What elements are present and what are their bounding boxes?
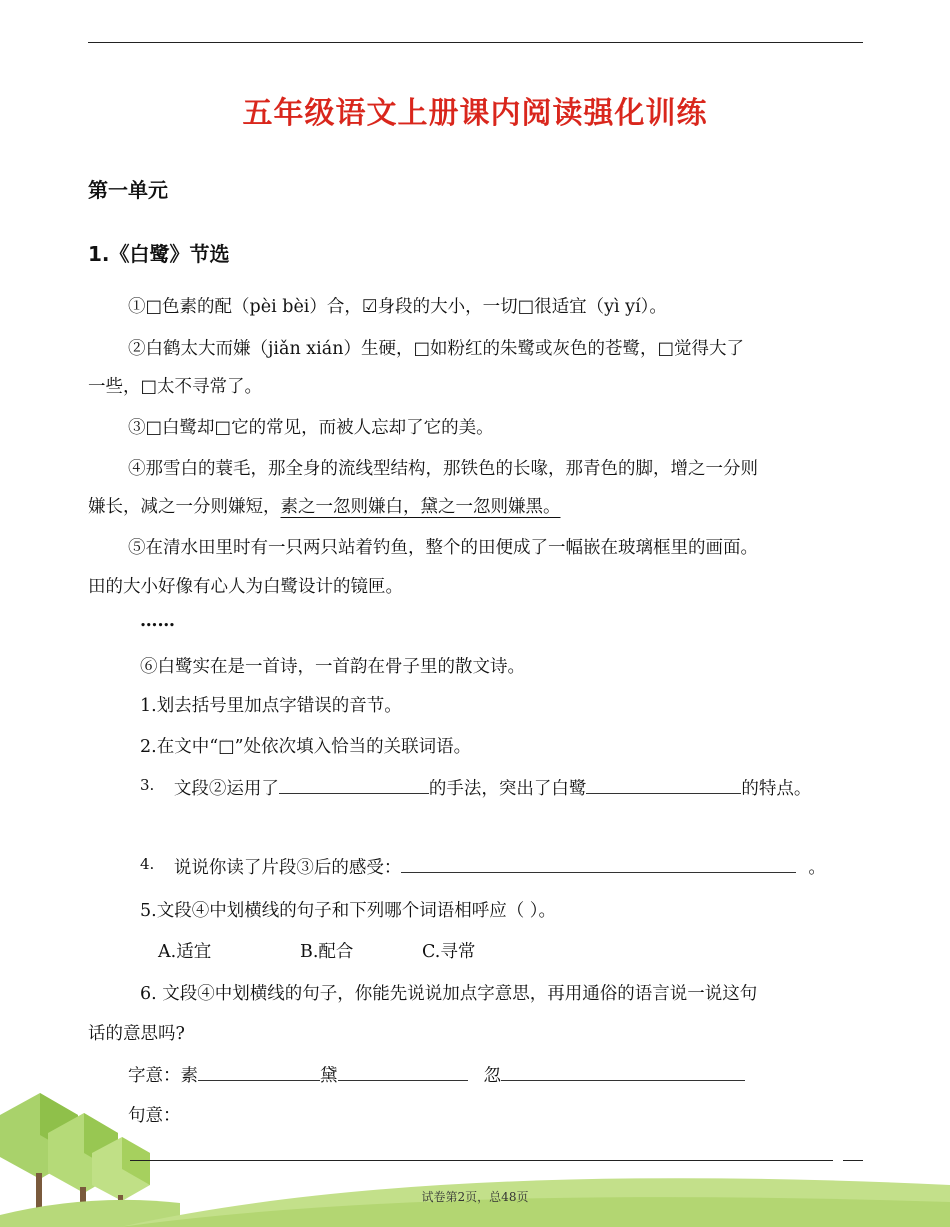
paragraph-3: ③□白鹭却□它的常见，而被人忘却了它的美。 [128, 418, 494, 438]
option-c[interactable]: C.寻常 [422, 942, 476, 962]
question-3-number: 3. [140, 776, 155, 794]
word-meaning-label: 字意：素 [128, 1066, 198, 1086]
page-title: 五年级语文上册课内阅读强化训练 [242, 96, 708, 131]
question-3 [140, 775, 811, 800]
question-3-text-b: 的手法，突出了白鹭 [428, 779, 587, 799]
answer-blank-dai[interactable] [338, 1062, 468, 1081]
word-hu: 忽 [483, 1066, 501, 1086]
question-3-text-c: 的特点。 [741, 779, 812, 799]
question-4-number: 4. [140, 855, 155, 873]
answer-blank-su[interactable] [198, 1062, 320, 1081]
hill-decoration [0, 1140, 950, 1227]
paragraph-4-line-1: ④那雪白的蓑毛，那全身的流线型结构，那铁色的长喙，那青色的脚，增之一分则 [128, 459, 758, 479]
question-5-options [158, 938, 475, 963]
answer-blank-hu[interactable] [501, 1062, 745, 1081]
answer-blank-technique[interactable] [279, 775, 429, 794]
paragraph-2-line-2: 一些，□太不寻常了。 [88, 377, 263, 397]
question-5: 5.文段④中划横线的句子和下列哪个词语相呼应（ ）。 [140, 901, 557, 921]
word-dai: 黛 [320, 1066, 338, 1086]
ellipsis: …… [140, 611, 175, 631]
unit-heading: 第一单元 [88, 178, 168, 202]
question-6-line-1: 6. 文段④中划横线的句子，你能先说说加点字意思，再用通俗的语言说一说这句 [140, 984, 758, 1004]
paragraph-6: ⑥白鹭实在是一首诗，一首韵在骨子里的散文诗。 [140, 657, 525, 677]
word-meaning-row [128, 1062, 745, 1087]
answer-blank-feature[interactable] [586, 775, 741, 794]
question-4-text: 说说你读了片段③后的感受： [173, 858, 402, 878]
section-heading: 1.《白鹭》节选 [88, 242, 230, 266]
paragraph-4-underlined-sentence: 素之一忽则嫌白，黛之一忽则嫌黑。 [280, 497, 561, 517]
sentence-meaning-label: 句意： [128, 1106, 181, 1126]
option-b[interactable]: B.配合 [300, 942, 354, 962]
question-4-end: 。 [808, 858, 826, 878]
question-4 [140, 854, 826, 879]
paragraph-2-line-1: ②白鹤太大而嫌（jiǎn xián）生硬，□如粉红的朱鹭或灰色的苍鹭，□觉得大了 [128, 339, 745, 359]
paragraph-4-line-2 [88, 493, 561, 518]
paragraph-4-plain: 嫌长，减之一分则嫌短， [88, 497, 281, 517]
paragraph-1: ①□色素的配（pèi bèi）合，☑身段的大小，一切□很适宜（yì yí）。 [128, 297, 667, 317]
question-3-text-a: 文段②运用了 [173, 779, 279, 799]
answer-blank-feeling[interactable] [401, 854, 796, 873]
header-rule [88, 42, 863, 43]
paragraph-5-line-2: 田的大小好像有心人为白鹭设计的镜匣。 [88, 577, 403, 597]
question-1: 1.划去括号里加点字错误的音节。 [140, 696, 402, 716]
option-a[interactable]: A.适宜 [158, 942, 212, 962]
page-footer: 试卷第2页，总48页 [421, 1190, 529, 1204]
question-6-line-2: 话的意思吗? [88, 1024, 185, 1044]
question-2: 2.在文中“□”处依次填入恰当的关联词语。 [140, 737, 472, 757]
paragraph-5-line-1: ⑤在清水田里时有一只两只站着钓鱼，整个的田便成了一幅嵌在玻璃框里的画面。 [128, 538, 758, 558]
